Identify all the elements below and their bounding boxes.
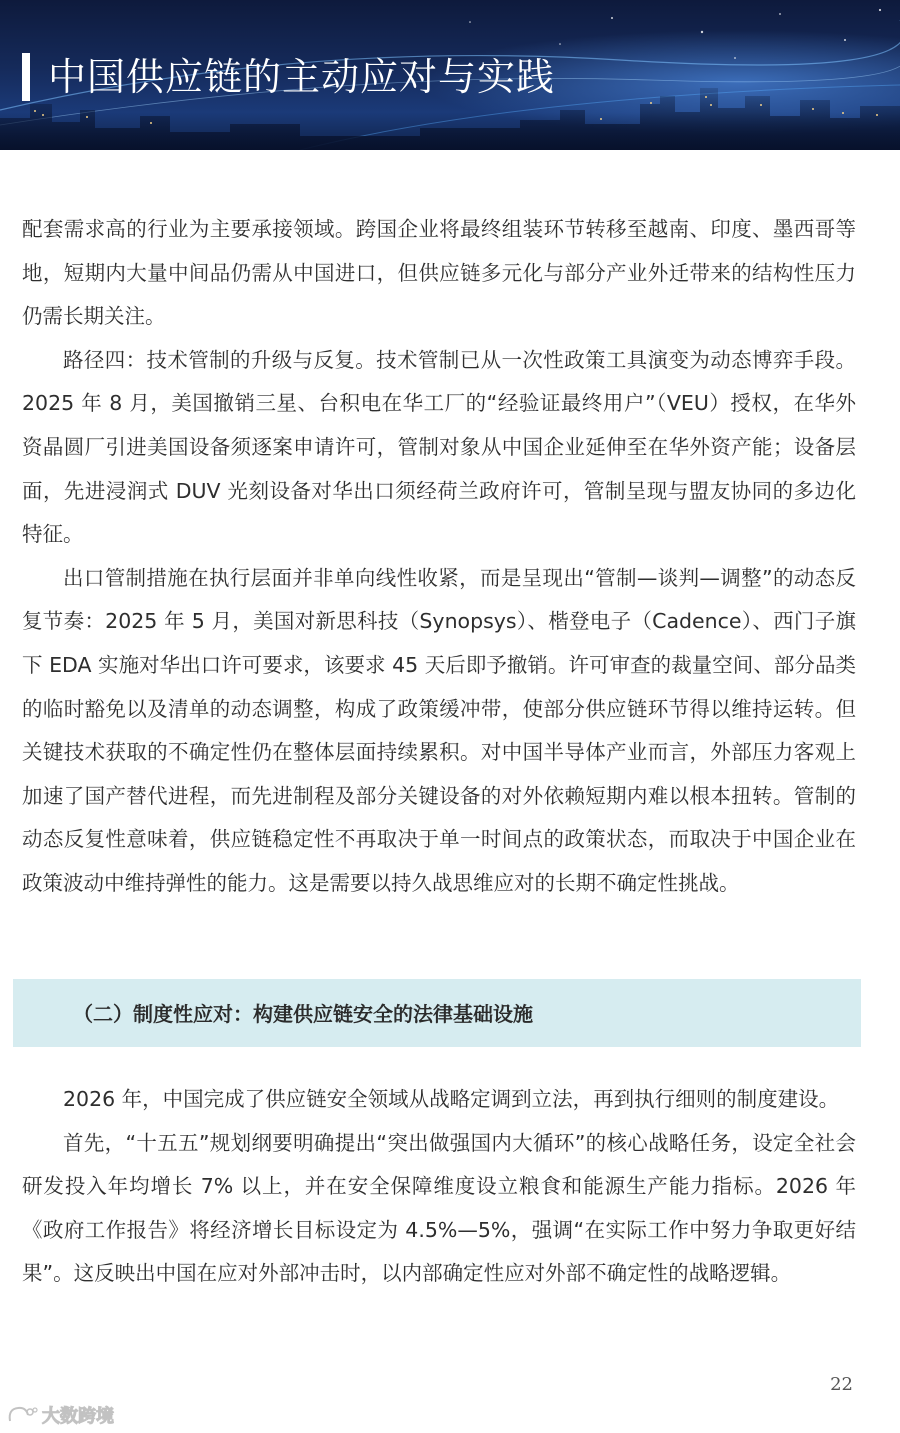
paragraph-institution-2026: 2026 年，中国完成了供应链安全领域从战略定调到立法，再到执行细则的制度建设。 [63,1087,840,1111]
watermark [6,1402,114,1428]
section-heading: （二）制度性应对：构建供应链安全的法律基础设施 [73,1002,533,1026]
paragraph-export-control: 出口管制措施在执行层面并非单向线性收紧，而是呈现出“管制—谈判—调整”的动态反复节奏：2025 年 5 月，美国对新思科技（Synopsys）、楷登电子（Cadence）、西门子旗下 EDA 实施对华出口许可要求，该要求 45 天后即予撤销。许可审查的裁量空间、部分品类的临时豁免以及清单的动态调整，构成了政策缓冲带，使部分供应链环节得以维持运转。但关键技术获取的不确定性仍在整体层面持续累积。对中国半导体产业而言，外部压力客观上加速了国产替代进程，而先进制程及部分关键设备的对外依赖短期内难以根本扭转。管制的动态反复性意味着，供应链稳定性不再取决于单一时间点的政策状态，而取决于中国企业在政策波动中维持弹性的能力。这是需要以持久战思维应对的长期不确定性挑战。 [22,565,856,895]
paragraph-first-plan: 首先，“十五五”规划纲要明确提出“突出做强国内大循环”的核心战略任务，设定全社会研发投入年均增长 7% 以上，并在安全保障维度设立粮食和能源生产能力指标。2026 年《政府工作报告》将经济增长目标设定为 4.5%—5%，强调“在实际工作中努力争取更好结果”。这反映出中国在应对外部冲击时，以内部确定性应对外部不确定性的战略逻辑。 [22,1130,856,1286]
body-text-lower [22,1078,856,1296]
paragraph-path-four: 路径四：技术管制的升级与反复。技术管制已从一次性政策工具演变为动态博弈手段。2025 年 8 月，美国撤销三星、台积电在华工厂的“经验证最终用户”（VEU）授权，在华外资晶圆厂引进美国设备须逐案申请许可，管制对象从中国企业延伸至在华外资产能；设备层面，先进浸润式 DUV 光刻设备对华出口须经荷兰政府许可，管制呈现与盟友协同的多边化特征。 [22,347,856,547]
section-heading-box [13,979,861,1047]
watermark-logo-icon [6,1403,38,1427]
body-text-upper [22,208,856,906]
title-accent-bar [22,53,30,101]
watermark-text: 大数跨境 [42,1406,114,1427]
page-title: 中国供应链的主动应对与实践 [48,55,556,99]
paragraph-continuation: 配套需求高的行业为主要承接领域。跨国企业将最终组装环节转移至越南、印度、墨西哥等地，短期内大量中间品仍需从中国进口，但供应链多元化与部分产业外迁带来的结构性压力仍需长期关注。 [22,217,856,329]
header-banner [0,0,900,150]
page-number: 22 [830,1374,853,1395]
